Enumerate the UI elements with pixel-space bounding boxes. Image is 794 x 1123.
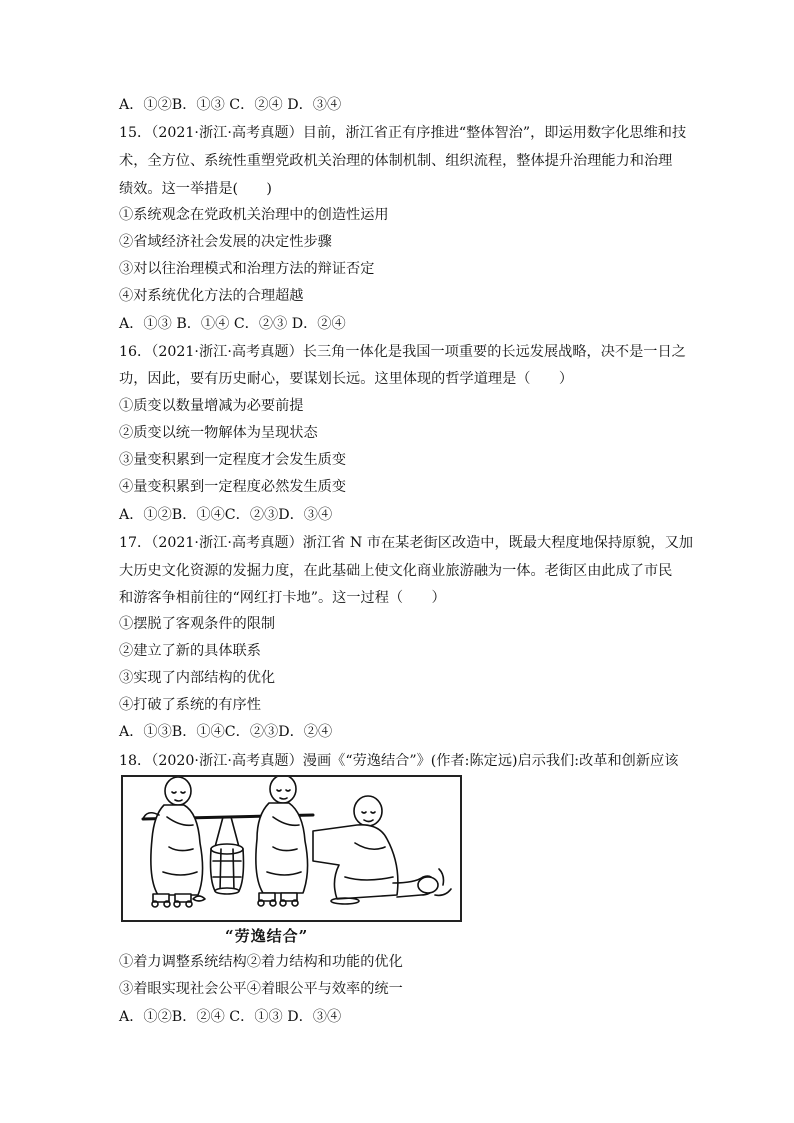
monk-figure-left (143, 777, 203, 907)
q18-options: A．①②B．②④ C．①③ D．③④ (119, 1009, 342, 1025)
q18-stem-line-1: 18．（2020·浙江·高考真题）漫画《“劳逸结合”》(作者:陈定远)启示我们:改革和创新应该 (119, 753, 679, 769)
q17-item-1: ①摆脱了客观条件的限制 (119, 616, 276, 632)
monk-figure-right (313, 796, 451, 904)
q17-stem-line-3: 和游客争相前往的“网红打卡地”。这一过程（ ） (119, 590, 446, 606)
q17-stem-line-1: 17．（2021·浙江·高考真题）浙江省 N 市在某老街区改造中，既最大程度地保持原貌，又加 (119, 535, 694, 551)
q17-options: A．①③B．①④C．②③D．②④ (119, 724, 333, 740)
q15-options: A．①③ B．①④ C．②③ D．②④ (119, 316, 346, 332)
q17-stem-line-2: 大历史文化资源的发掘力度，在此基础上使文化商业旅游融为一体。老街区由此成了市民 (119, 563, 673, 579)
q18-item-2: ③着眼实现社会公平④着眼公平与效率的统一 (119, 981, 403, 997)
q16-options: A．①②B．①④C．②③D．③④ (119, 507, 333, 523)
q16-item-3: ③量变积累到一定程度才会发生质变 (119, 452, 347, 468)
q14-options: A．①②B．①③ C．②④ D．③④ (119, 97, 342, 113)
q15-item-4: ④对系统优化方法的合理超越 (119, 288, 304, 304)
q16-item-1: ①质变以数量增减为必要前提 (119, 398, 304, 414)
q17-item-3: ③实现了内部结构的优化 (119, 670, 276, 686)
q17-item-4: ④打破了系统的有序性 (119, 697, 261, 713)
q15-item-3: ③对以往治理模式和治理方法的辩证否定 (119, 261, 375, 277)
q17-item-2: ②建立了新的具体联系 (119, 643, 261, 659)
cartoon-caption: “劳逸结合” (225, 927, 309, 945)
q15-item-1: ①系统观念在党政机关治理中的创造性运用 (119, 207, 389, 223)
q15-stem-line-3: 绩效。这一举措是( ) (119, 181, 272, 197)
q18-item-1: ①着力调整系统结构②着力结构和功能的优化 (119, 954, 403, 970)
q16-item-4: ④量变积累到一定程度必然发生质变 (119, 479, 347, 495)
q16-stem-line-2: 功，因此，要有历史耐心，要谋划长远。这里体现的哲学道理是（ ） (119, 371, 574, 387)
q15-stem-line-1: 15．（2021·浙江·高考真题）目前，浙江省正有序推进“整体智治”，即运用数字化思维和技 (119, 125, 687, 141)
q16-item-2: ②质变以统一物解体为呈现状态 (119, 425, 318, 441)
bucket-figure (211, 817, 244, 894)
monk-figure-middle (256, 777, 308, 906)
q15-item-2: ②省域经济社会发展的决定性步骤 (119, 234, 332, 250)
cartoon-illustration (121, 775, 462, 922)
q16-stem-line-1: 16．（2021·浙江·高考真题）长三角一体化是我国一项重要的长远发展战略，决不是一日之 (119, 344, 686, 360)
q15-stem-line-2: 术，全方位、系统性重塑党政机关治理的体制机制、组织流程，整体提升治理能力和治理 (119, 153, 673, 169)
